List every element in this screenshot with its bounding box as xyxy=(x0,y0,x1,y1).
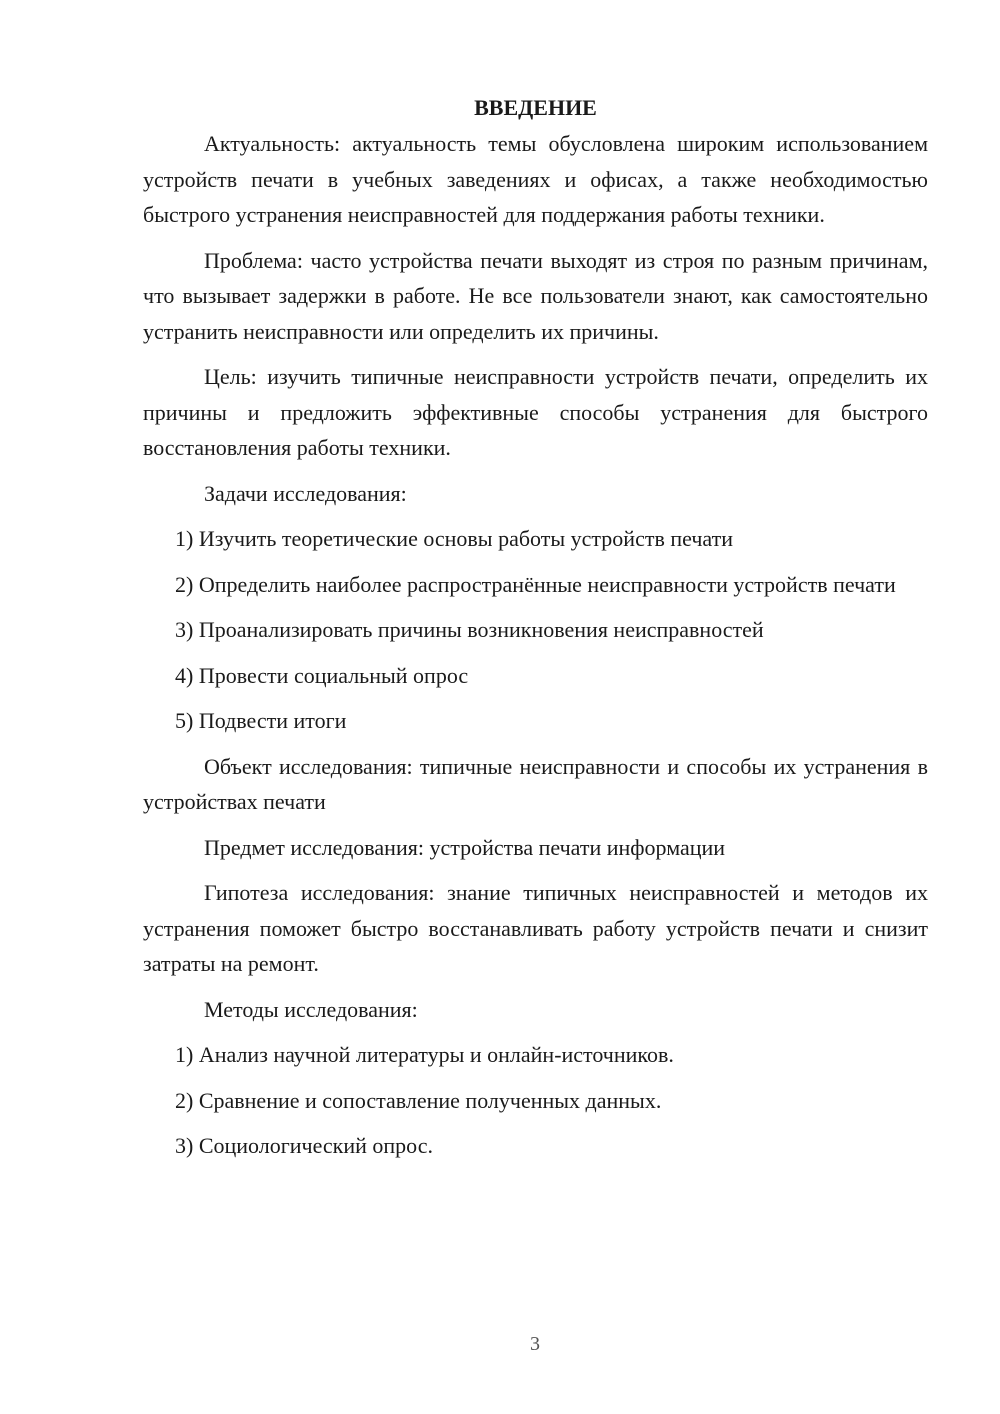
goal-paragraph: Цель: изучить типичные неисправности устройств печати, определить их причины и предложить эффективные способы устранения для быстрого восстановления работы техники. xyxy=(143,364,928,460)
methods-heading: Методы исследования: xyxy=(204,996,418,1022)
task-item: 3) Проанализировать причины возникновения неисправностей xyxy=(175,617,764,642)
document-page xyxy=(143,90,928,1174)
tasks-heading: Задачи исследования: xyxy=(204,480,407,506)
method-item: 3) Социологический опрос. xyxy=(175,1133,433,1158)
subject-paragraph: Предмет исследования: устройства печати информации xyxy=(204,834,726,860)
object-paragraph: Объект исследования: типичные неисправности и способы их устранения в устройствах печати xyxy=(143,753,928,814)
problem-paragraph: Проблема: часто устройства печати выходят из строя по разным причинам, что вызывает задержки в работе. Не все пользователи знают, как самостоятельно устранить неисправности или определить их причины. xyxy=(143,247,928,344)
page-title: ВВЕДЕНИЕ xyxy=(474,95,597,120)
title-block xyxy=(143,90,928,126)
task-item: 2) Определить наиболее распространённые неисправности устройств печати xyxy=(175,571,896,597)
method-item: 1) Анализ научной литературы и онлайн-источников. xyxy=(175,1042,674,1067)
hypothesis-paragraph: Гипотеза исследования: знание типичных неисправностей и методов их устранения поможет быстро восстанавливать работу устройств печати и снизит затраты на ремонт. xyxy=(143,880,928,976)
relevance-paragraph: Актуальность: актуальность темы обусловлена широким использованием устройств печати в учебных заведениях и офисах, а также необходимостью быстрого устранения неисправностей для поддержания работы техники. xyxy=(143,131,928,227)
task-item: 1) Изучить теоретические основы работы устройств печати xyxy=(175,526,733,551)
task-item: 5) Подвести итоги xyxy=(175,708,347,733)
page-number: 3 xyxy=(530,1333,540,1355)
method-item: 2) Сравнение и сопоставление полученных данных. xyxy=(175,1087,662,1113)
task-item: 4) Провести социальный опрос xyxy=(175,662,469,688)
